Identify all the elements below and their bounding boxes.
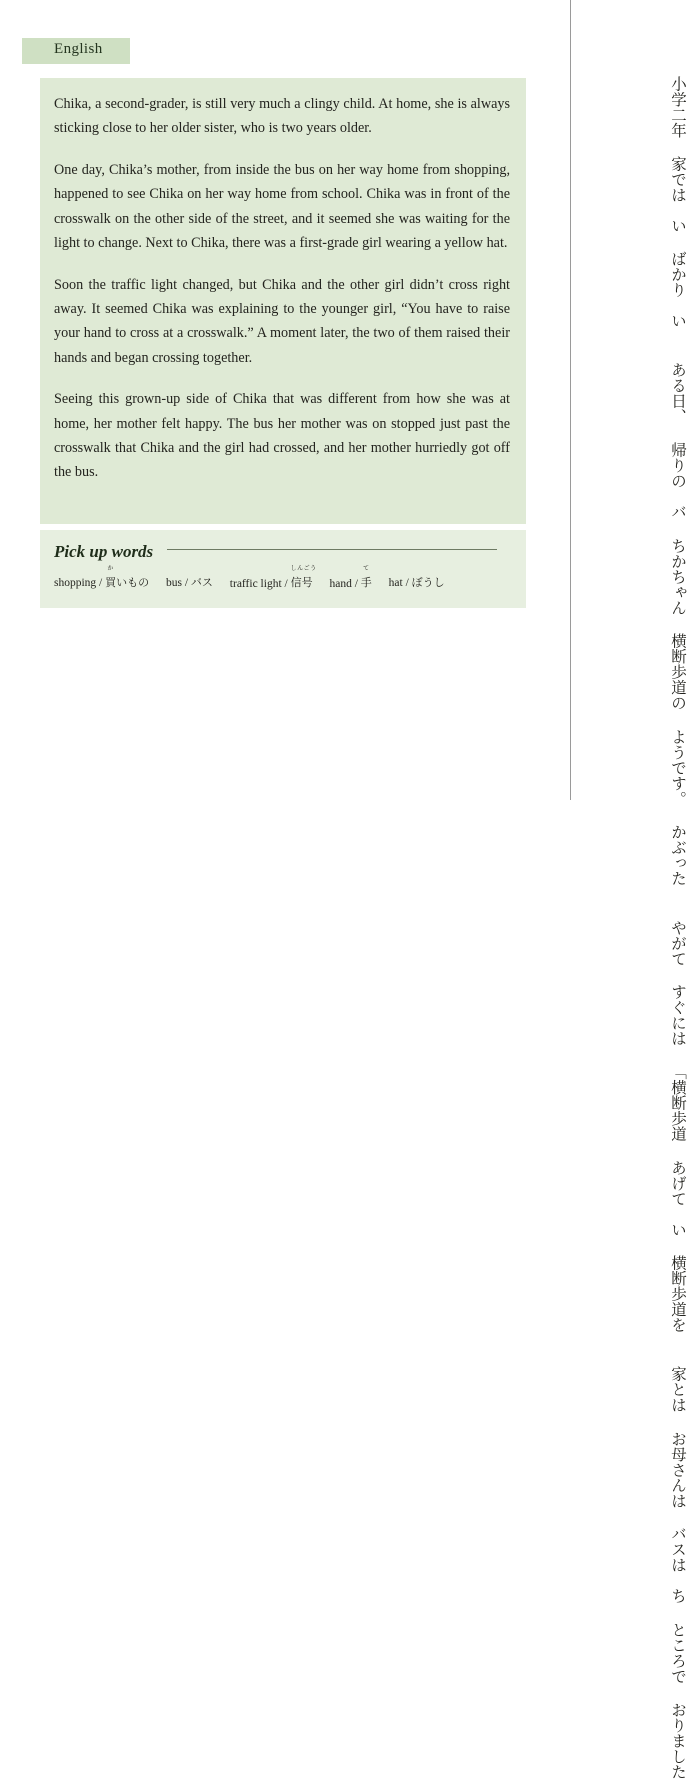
vocab-item [54, 574, 149, 590]
pick-up-words-header [54, 542, 512, 564]
vocab-english: hand / [329, 578, 357, 590]
pick-up-words-title: Pick up words [54, 542, 153, 562]
vocab-ruby: しんごう [291, 566, 313, 572]
vocab-japanese [291, 574, 313, 590]
vocab-item [230, 574, 313, 590]
japanese-line: ばかり い [661, 251, 693, 329]
japanese-line: すぐには [661, 984, 693, 1046]
story-paragraph: Seeing this grown-up side of Chika that was different from how she was at home, her mother felt happy. The bus her mother was on stopped just past the crosswalk that Chika and the girl had crossed, and her mother hurriedly got off the bus. [54, 387, 510, 485]
story-paragraph: Chika, a second-grader, is still very much a clingy child. At home, she is always sticking close to her older sister, who is two years older. [54, 92, 510, 141]
japanese-line: 家とは [661, 1351, 693, 1413]
pick-up-words-box [40, 530, 526, 608]
vocab-item [166, 574, 213, 590]
japanese-line: あげて い [661, 1160, 693, 1238]
vocab-japanese-kana: いもの [116, 576, 149, 589]
vocab-japanese-kanji-2: 号 [302, 576, 313, 589]
vocab-english: shopping / [54, 577, 102, 589]
japanese-line: ある日、 [661, 347, 693, 425]
english-story-text [54, 92, 510, 485]
japanese-line: 横断歩道を [661, 1255, 693, 1333]
vocab-ruby: か [105, 566, 116, 572]
vocab-japanese-kana: ぼうし [412, 576, 445, 589]
japanese-line: 家では い [661, 156, 693, 234]
vocab-japanese [105, 574, 116, 590]
vocab-item [389, 574, 445, 590]
japanese-line: ようです。 [661, 729, 693, 807]
vocab-english: traffic light / [230, 578, 288, 590]
document-page [0, 0, 695, 800]
vocab-english: bus / [166, 577, 188, 589]
vocab-japanese-kanji: 信 [291, 576, 302, 589]
story-paragraph: One day, Chika’s mother, from inside the bus on her way home from shopping, happened to see Chika on her way home from school. Chika was in front of the crosswalk on the other side of the street, and it seemed she was waiting for the light to change. Next to Chika, there was a first-grade girl wearing a yellow hat. [54, 158, 510, 256]
vocab-japanese-kanji: 買 [105, 576, 116, 589]
section-tag-label: English [54, 41, 103, 58]
japanese-line: 「横断歩道 [661, 1064, 693, 1142]
japanese-line: ちかちゃん [661, 538, 693, 616]
japanese-line: かぶった [661, 824, 693, 886]
pick-up-words-rule [167, 549, 497, 550]
vocab-japanese-kanji: 手 [361, 576, 372, 589]
japanese-column [571, 0, 695, 800]
vocab-japanese-kana: バス [191, 576, 213, 589]
japanese-line: 帰りの バ [661, 442, 693, 520]
japanese-line: ところで [661, 1622, 693, 1684]
vocab-english: hat / [389, 577, 409, 589]
vocab-ruby: て [361, 566, 372, 572]
pick-up-words-list [54, 574, 512, 590]
japanese-line: バスは ち [661, 1526, 693, 1604]
story-paragraph: Soon the traffic light changed, but Chika and the other girl didn’t cross right away. It seemed Chika was explaining to the younger girl, “You have to raise your hand to cross at a crosswalk.” A moment later, the two of them raised their hands and began crossing together. [54, 273, 510, 371]
japanese-line: 小学二年 [661, 60, 693, 138]
vocab-japanese [361, 574, 372, 590]
japanese-line: 横断歩道の [661, 633, 693, 711]
japanese-vertical-text [661, 60, 693, 680]
japanese-line: おりました [661, 1702, 693, 1779]
vocab-item [329, 574, 371, 590]
japanese-line: やがて [661, 904, 693, 966]
japanese-line: お母さんは [661, 1431, 693, 1509]
english-story-box [40, 78, 526, 524]
english-column [0, 0, 570, 800]
